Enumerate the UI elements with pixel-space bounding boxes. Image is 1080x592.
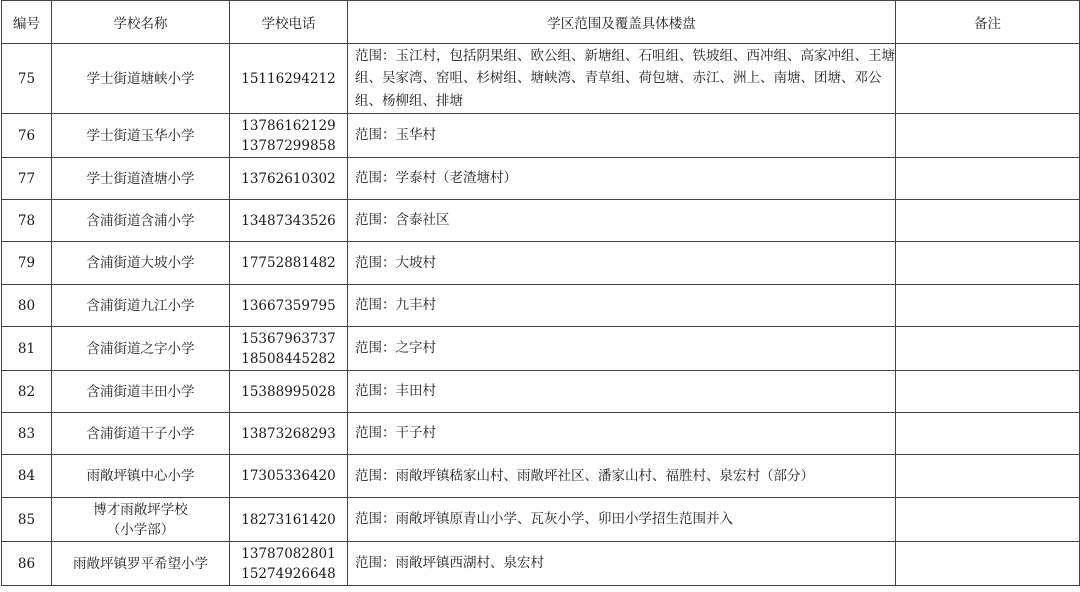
row-number: 85 [2,498,52,542]
school-name: 含浦街道之字小学 [52,327,230,371]
table-body [2,44,1080,586]
school-phone [230,455,348,498]
note-cell [896,542,1080,586]
row-number: 82 [2,371,52,413]
school-district-table [1,0,1080,586]
phone-number: 15367963737 [241,330,336,347]
note-cell [896,285,1080,327]
phone-number: 13667359795 [241,297,336,314]
table-row [2,242,1080,285]
row-number: 81 [2,327,52,371]
school-phone [230,413,348,455]
header-note: 备注 [896,1,1080,44]
district-range: 范围：雨敞坪镇西湖村、泉宏村 [348,542,896,586]
table-row [2,413,1080,455]
district-range: 范围：丰田村 [348,371,896,413]
school-name: 含浦街道九江小学 [52,285,230,327]
school-phone [230,498,348,542]
school-name: 学士街道渣塘小学 [52,158,230,200]
note-cell [896,455,1080,498]
row-number: 77 [2,158,52,200]
district-range: 范围：干子村 [348,413,896,455]
school-phone [230,285,348,327]
phone-number: 13762610302 [241,170,336,187]
row-number: 80 [2,285,52,327]
table-row [2,371,1080,413]
table-row [2,200,1080,242]
school-name: 含浦街道大坡小学 [52,242,230,285]
phone-number: 18508445282 [241,350,336,367]
school-phone [230,242,348,285]
row-number: 86 [2,542,52,586]
school-phone [230,542,348,586]
note-cell [896,327,1080,371]
phone-number: 13487343526 [241,212,336,229]
school-name: 博才雨敞坪学校（小学部） [52,498,230,542]
table-row [2,327,1080,371]
school-name: 学士街道玉华小学 [52,114,230,158]
row-number: 75 [2,44,52,114]
district-range: 范围：雨敞坪镇嵇家山村、雨敞坪社区、潘家山村、福胜村、泉宏村（部分） [348,455,896,498]
district-range: 范围：雨敞坪镇原青山小学、瓦灰小学、卯田小学招生范围并入 [348,498,896,542]
district-range: 范围：大坡村 [348,242,896,285]
phone-number: 18273161420 [241,511,336,528]
district-range: 范围：之字村 [348,327,896,371]
table-row [2,542,1080,586]
school-phone [230,200,348,242]
row-number: 78 [2,200,52,242]
note-cell [896,242,1080,285]
header-school-name: 学校名称 [52,1,230,44]
district-range: 范围：玉华村 [348,114,896,158]
school-phone [230,327,348,371]
table-header-row [2,1,1080,44]
note-cell [896,200,1080,242]
district-range: 范围：九丰村 [348,285,896,327]
header-district-range: 学区范围及覆盖具体楼盘 [348,1,896,44]
table-row [2,158,1080,200]
school-name: 雨敞坪镇罗平希望小学 [52,542,230,586]
school-name: 含浦街道丰田小学 [52,371,230,413]
school-phone [230,114,348,158]
header-school-phone: 学校电话 [230,1,348,44]
school-name: 含浦街道干子小学 [52,413,230,455]
row-number: 83 [2,413,52,455]
note-cell [896,413,1080,455]
table-row [2,114,1080,158]
phone-number: 13787082801 [241,545,336,562]
phone-number: 13786162129 [241,117,336,134]
table-row [2,498,1080,542]
district-range: 范围：玉江村，包括阴果组、欧公组、新塘组、石咀组、铁坡组、西冲组、高家冲组、王塘组、吴家湾、窑咀、杉树组、塘峡湾、青草组、荷包塘、赤江、洲上、南塘、团塘、邓公组、杨柳组、排塘 [348,44,896,114]
school-name: 含浦街道含浦小学 [52,200,230,242]
note-cell [896,498,1080,542]
row-number: 76 [2,114,52,158]
note-cell [896,44,1080,114]
phone-number: 17752881482 [241,255,336,271]
school-phone [230,44,348,114]
table-row [2,455,1080,498]
note-cell [896,371,1080,413]
phone-number: 17305336420 [241,468,336,484]
table-row [2,44,1080,114]
district-range: 范围：含泰社区 [348,200,896,242]
phone-number: 13787299858 [241,137,336,154]
phone-number: 15274926648 [241,565,336,582]
header-number: 编号 [2,1,52,44]
district-range: 范围：学泰村（老渣塘村） [348,158,896,200]
row-number: 79 [2,242,52,285]
school-phone [230,158,348,200]
table-row [2,285,1080,327]
school-name: 雨敞坪镇中心小学 [52,455,230,498]
phone-number: 13873268293 [241,425,336,442]
note-cell [896,158,1080,200]
phone-number: 15388995028 [241,383,336,400]
note-cell [896,114,1080,158]
row-number: 84 [2,455,52,498]
school-name: 学士街道塘峡小学 [52,44,230,114]
school-phone [230,371,348,413]
phone-number: 15116294212 [241,70,336,87]
